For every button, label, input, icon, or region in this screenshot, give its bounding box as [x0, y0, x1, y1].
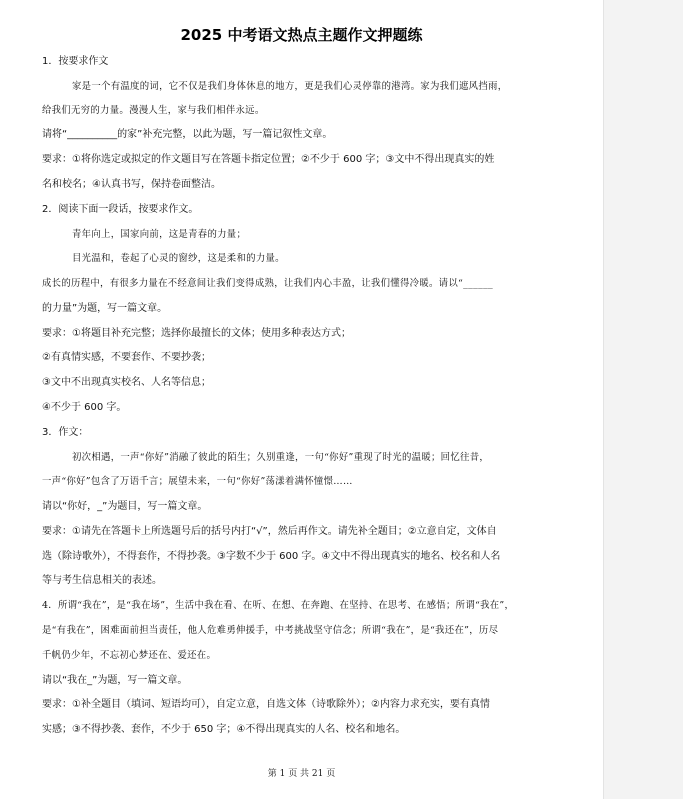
- question-3-heading: 3．作文：: [42, 427, 89, 438]
- question-2-requirements: ③文中不出现真实校名、人名等信息；: [42, 377, 211, 388]
- question-4-prompt-line: 4．所谓“我在”，是“我在场”，生活中我在看、在听、在想、在奔跑、在坚持、在思考、在感悟；所谓“我在”，: [42, 600, 515, 611]
- question-2-requirements: 要求：①将题目补充完整；选择你最擅长的文体；使用多种表达方式；: [42, 328, 351, 339]
- question-2-prompt-line: 目光温和，卷起了心灵的窗纱，这是柔和的力量。: [72, 253, 285, 264]
- question-2-prompt-line: 成长的历程中，有很多力量在不经意间让我们变得成熟，让我们内心丰盈，让我们懂得冷暖。请以“______: [42, 278, 494, 289]
- question-3-prompt-line: 一声“你好”包含了万语千言；展望未来，一句“你好”荡漾着满怀憧憬……: [42, 476, 353, 487]
- question-4-requirements: 实感；③不得抄袭、套作，不少于 650 字；④不得出现真实的人名、校名和地名。: [42, 724, 406, 735]
- question-1-requirements: 名和校名；④认真书写，保持卷面整洁。: [42, 179, 221, 190]
- page-number-footer: 第 1 页 共 21 页: [267, 769, 336, 779]
- question-4-instruction: 请以“我在_”为题，写一篇文章。: [42, 675, 188, 686]
- question-3-requirements: 选（除诗歌外），不得套作，不得抄袭。③字数不少于 600 字。④文中不得出现真实的地名、校名和人名: [42, 551, 501, 562]
- question-3-instruction: 请以“你好，_”为题目，写一篇文章。: [42, 501, 208, 512]
- question-1-requirements: 要求：①将你选定或拟定的作文题目写在答题卡指定位置；②不少于 600 字；③文中不得出现真实的姓: [42, 154, 495, 165]
- question-3-requirements: 等与考生信息相关的表述。: [42, 575, 162, 586]
- question-4-requirements: 要求：①补全题目（填词、短语均可），自定立意，自选文体（诗歌除外）；②内容力求充实，要有真情: [42, 699, 490, 710]
- question-1-instruction: 请将“__________的家”补充完整，以此为题，写一篇记叙性文章。: [42, 129, 333, 140]
- question-2-instruction: 的力量”为题，写一篇文章。: [42, 303, 168, 314]
- question-1-heading: 1．按要求作文: [42, 56, 109, 67]
- question-4-prompt-line: 千帆仍少年，不忘初心梦还在、爱还在。: [42, 650, 217, 661]
- document-title: 2025 中考语文热点主题作文押题练: [180, 26, 423, 44]
- question-2-prompt-line: 青年向上，国家向前，这是青春的力量；: [72, 229, 247, 240]
- question-1-prompt-line: 家是一个有温度的词，它不仅是我们身体休息的地方，更是我们心灵停靠的港湾。家为我们遮风挡雨，: [72, 81, 508, 92]
- question-3-requirements: 要求：①请先在答题卡上所选题号后的括号内打“√”，然后再作文。请先补全题目；②立意自定，文体自: [42, 526, 497, 537]
- question-1-prompt-line: 给我们无穷的力量。漫漫人生，家与我们相伴永远。: [42, 105, 265, 116]
- side-panel: [603, 0, 683, 799]
- question-2-heading: 2．阅读下面一段话，按要求作文。: [42, 204, 199, 215]
- question-2-requirements: ②有真情实感，不要套作、不要抄袭；: [42, 352, 211, 363]
- question-2-requirements: ④不少于 600 字。: [42, 402, 127, 413]
- question-4-prompt-line: 是“有我在”，困难面前担当责任，他人危难勇伸援手，中考挑战坚守信念；所谓“我在”，是“我还在”，历尽: [42, 625, 499, 636]
- question-3-prompt-line: 初次相遇，一声“你好”消融了彼此的陌生；久别重逢，一句“你好”重现了时光的温暖；回忆往昔，: [72, 452, 490, 463]
